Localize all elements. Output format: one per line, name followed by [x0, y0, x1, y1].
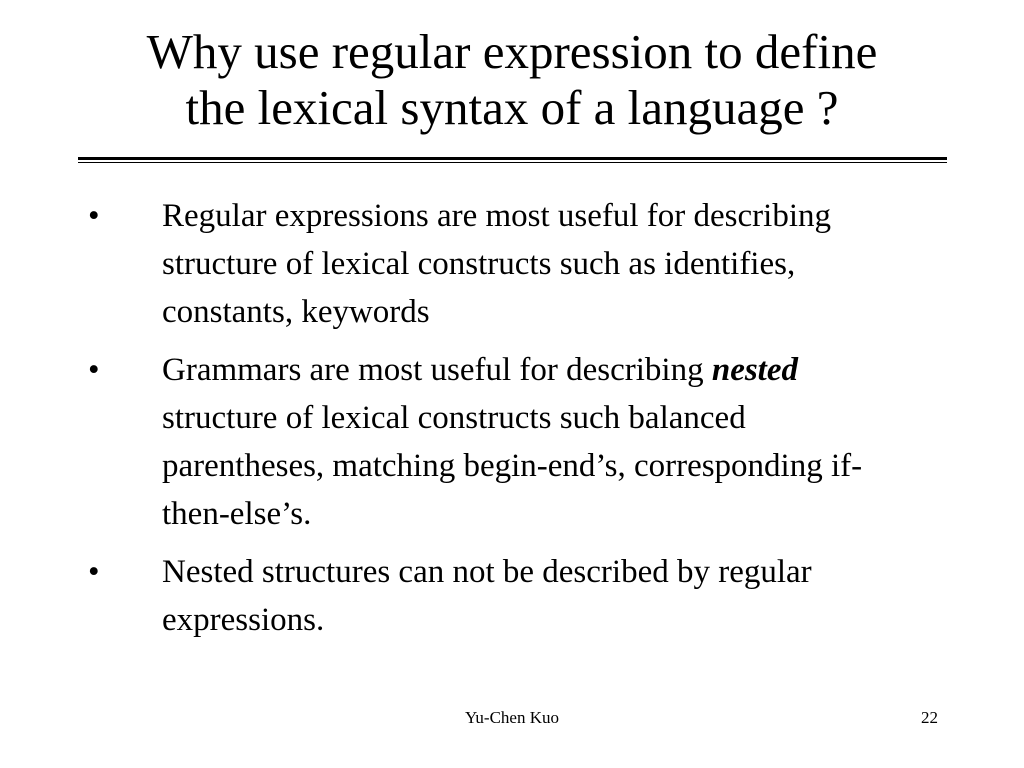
bullet-marker: • [88, 198, 100, 234]
bullet-text-1: Regular expressions are most useful for describing structure of lexical constructs such as identifies, constants, keywords [162, 198, 831, 330]
page-number: 22 [921, 708, 938, 727]
bullet-text-2-emphasis: nested [711, 352, 799, 388]
slide-title [60, 24, 964, 136]
bullet-text-2-end: structure of lexical constructs such balanced parentheses, matching begin-end’s, corresponding if-then-else’s. [162, 400, 863, 532]
bullet-text-2-start: Grammars are most useful for describing [162, 352, 712, 388]
bullet-item-2 [0, 346, 892, 538]
slide-title-line-2: the lexical syntax of a language ? [185, 80, 839, 135]
bullet-item-1 [0, 192, 892, 336]
bullet-list [0, 192, 1024, 654]
title-divider-thin [78, 162, 947, 163]
bullet-text-3: Nested structures can not be described by regular expressions. [162, 554, 812, 638]
bullet-item-3 [0, 548, 892, 644]
title-divider-thick [78, 157, 947, 160]
bullet-marker: • [88, 554, 100, 590]
bullet-marker: • [88, 352, 100, 388]
slide-title-line-1: Why use regular expression to define [146, 24, 878, 79]
footer-author: Yu-Chen Kuo [465, 708, 559, 727]
